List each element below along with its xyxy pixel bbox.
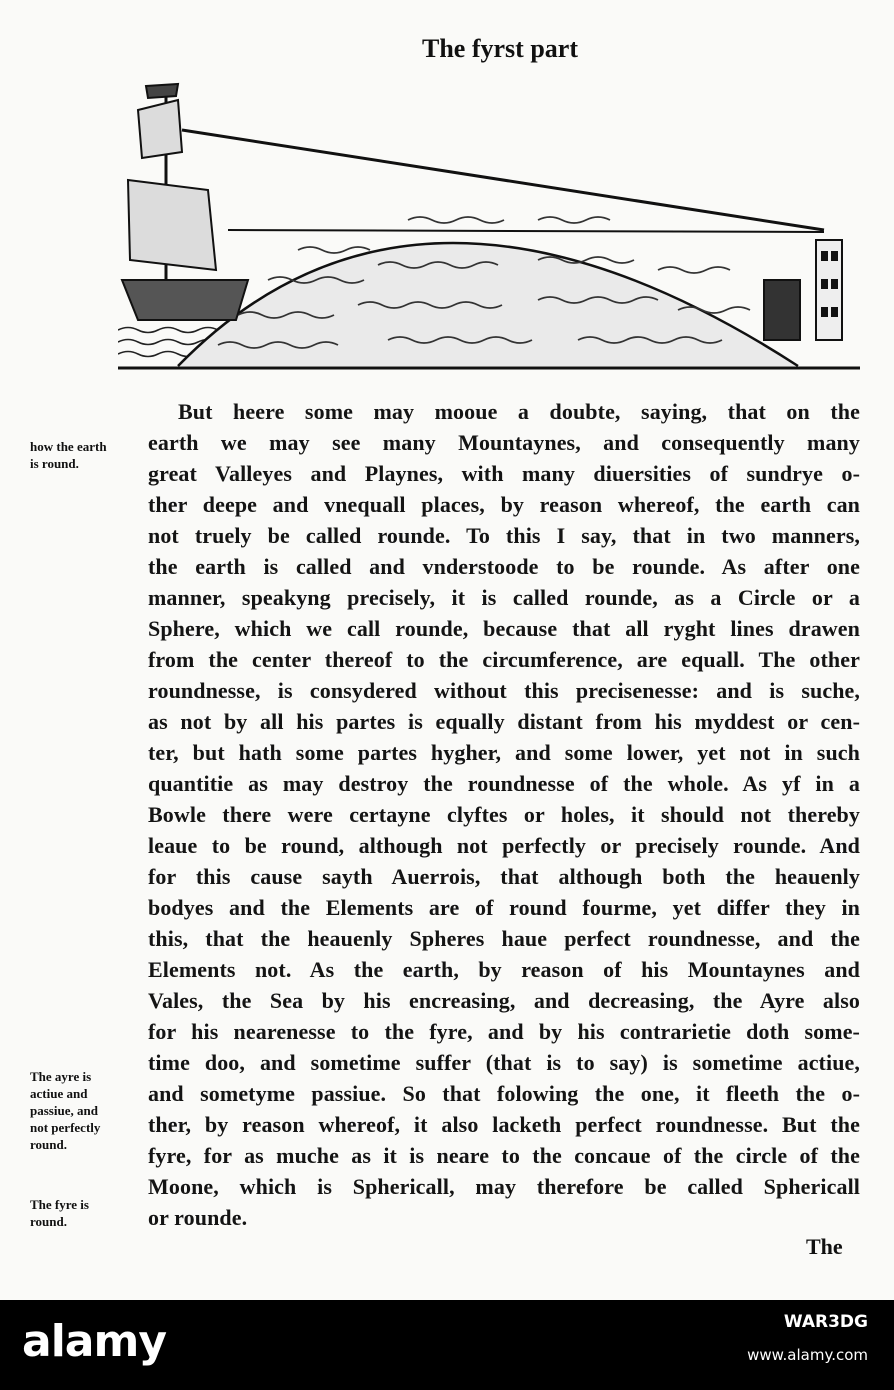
text-line: earth we may see many Mountaynes, and consequently many — [148, 430, 860, 455]
text-line: great Valleyes and Playnes, with many diuersities of sundrye o- — [148, 461, 860, 486]
text-line: time doo, and sometime suffer (that is to say) is sometime actiue, — [148, 1050, 860, 1075]
text-line: quantitie as may destroy the roundnesse of the whole. As yf in a — [148, 771, 860, 796]
text-line: this, that the heauenly Spheres haue perfect roundnesse, and the — [148, 926, 860, 951]
text-line: not truely be called rounde. To this I say, that in two manners, — [148, 523, 860, 548]
text-line: But heere some may mooue a doubte, saying, that on the — [178, 399, 860, 424]
text-line: Vales, the Sea by his encreasing, and decreasing, the Ayre also — [148, 988, 860, 1013]
stock-watermark-bar — [0, 1300, 894, 1390]
text-line: and sometyme passiue. So that folowing the one, it fleeth the o- — [148, 1081, 860, 1106]
text-line: fyre, for as muche as it is neare to the concaue of the circle of the — [148, 1143, 860, 1168]
marginal-note-fyre: The fyre is round. — [30, 1197, 89, 1229]
lower-sight-line — [228, 230, 824, 232]
text-line: Moone, which is Sphericall, may therefore be called Sphericall — [148, 1174, 860, 1199]
text-line: Bowle there were certayne clyftes or holes, it should not thereby — [148, 802, 860, 827]
running-head: The fyrst part — [422, 34, 578, 63]
text-line: Elements not. As the earth, by reason of his Mountaynes and — [148, 957, 860, 982]
text-line: for his nearenesse to the fyre, and by his contrarietie doth some- — [148, 1019, 860, 1044]
catchword: The — [806, 1234, 843, 1259]
tower — [764, 240, 842, 340]
stock-url: www.alamy.com — [747, 1346, 868, 1364]
stock-logo: alamy — [22, 1316, 166, 1367]
text-line: Sphere, which we call rounde, because that all ryght lines drawen — [148, 616, 860, 641]
stock-image-id: WAR3DG — [783, 1312, 868, 1332]
text-line: the earth is called and vnderstoode to be rounde. As after one — [148, 554, 860, 579]
text-line: manner, speakyng precisely, it is called rounde, as a Circle or a — [148, 585, 860, 610]
marginal-note-ayre: The ayre is actiue and passiue, and not perfectly round. — [30, 1069, 101, 1152]
text-line: for this cause sayth Auerrois, that although both the heauenly — [148, 864, 860, 889]
body-text — [148, 396, 860, 1233]
text-line: as not by all his partes is equally distant from his myddest or cen- — [148, 709, 860, 734]
text-line: bodyes and the Elements are of round fourme, yet differ they in — [148, 895, 860, 920]
text-line: leaue to be round, although not perfectly or precisely rounde. And — [148, 833, 860, 858]
text-line: from the center thereof to the circumference, are equall. The other — [148, 647, 860, 672]
text-line: ther, by reason whereof, it also lacketh perfect roundnesse. But the — [148, 1112, 860, 1137]
upper-sight-line — [182, 130, 824, 230]
marginal-note-earth-round: how the earth is round. — [30, 439, 107, 471]
text-line: or rounde. — [148, 1205, 248, 1230]
text-line: roundnesse, is consydered without this precisenesse: and is suche, — [148, 678, 860, 703]
text-line: ther deepe and vnequall places, by reason whereof, the earth can — [148, 492, 860, 517]
ship — [122, 84, 248, 320]
text-line: ter, but hath some partes hygher, and some lower, yet not in such — [148, 740, 860, 765]
woodcut-illustration — [118, 80, 860, 370]
